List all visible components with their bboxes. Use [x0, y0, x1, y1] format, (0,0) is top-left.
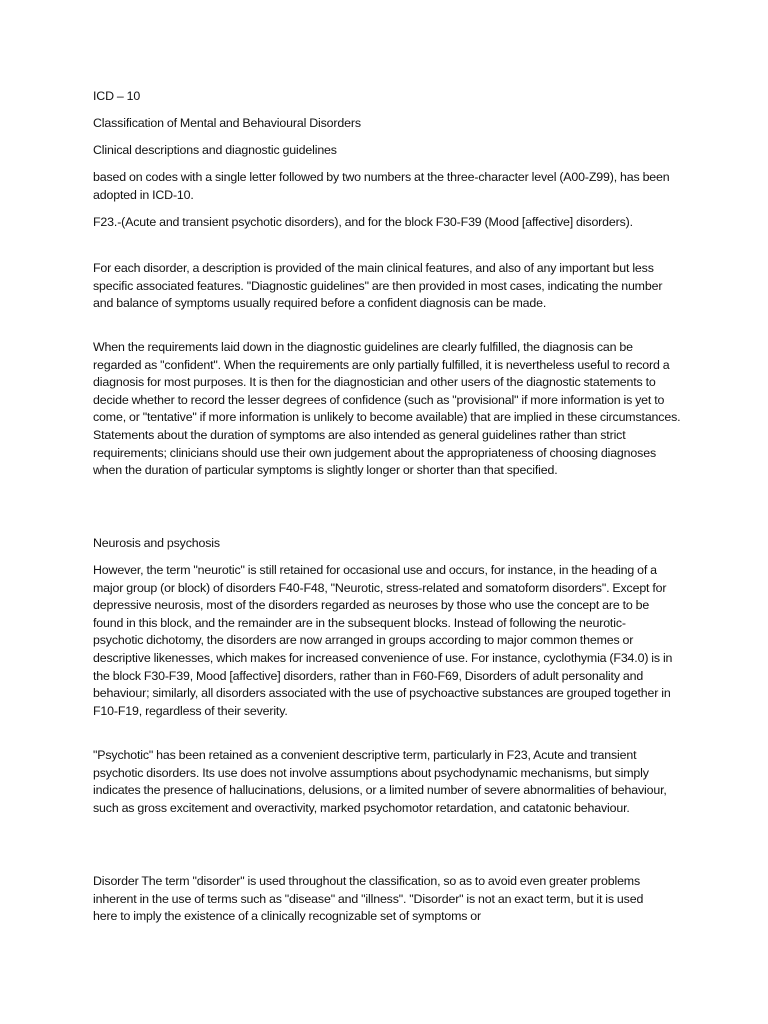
document-subtitle-secondary: Clinical descriptions and diagnostic guidelines: [93, 143, 337, 157]
section-heading-neurosis-psychosis: Neurosis and psychosis: [93, 536, 220, 550]
paragraph-f23-block: F23.-(Acute and transient psychotic disorders), and for the block F30-F39 (Mood [affective] disorders).: [93, 215, 633, 229]
paragraph-diagnostic-confidence: When the requirements laid down in the diagnostic guidelines are clearly fulfilled, the diagnosis can be regarded as "confident". When the requirements are only partially fulfilled, it is nevertheless useful to record a diagnosis for most purposes. It is then for the diagnostician and other users of the diagnostic statements to decide whether to record the lesser degrees of confidence (such as "provisional" if more information is yet to come, or "tentative" if more information is unlikely to become available) that are implied in these circumstances. Statements about the duration of symptoms are also intended as general guidelines rather than strict requirements; clinicians should use their own judgement about the appropriateness of choosing diagnoses when the duration of particular symptoms is slightly longer or shorter than that specified.: [93, 340, 681, 478]
paragraph-descriptions: For each disorder, a description is provided of the main clinical features, and also of any important but less specific associated features. "Diagnostic guidelines" are then provided in most cases, indicating the number and balance of symptoms usually required before a confident diagnosis can be made.: [93, 261, 663, 311]
paragraph-coding-scheme: based on codes with a single letter followed by two numbers at the three-character level (A00-Z99), has been adopted in ICD-10.: [93, 170, 670, 202]
document-subtitle: Classification of Mental and Behavioural Disorders: [93, 116, 361, 130]
paragraph-neurotic-term: However, the term "neurotic" is still retained for occasional use and occurs, for instance, in the heading of a major group (or block) of disorders F40-F48, "Neurotic, stress-related and somatoform disorders". Except for depressive neurosis, most of the disorders regarded as neuroses by those who use the concept are to be found in this block, and the remainder are in the subsequent blocks. Instead of following the neurotic-psychotic dichotomy, the disorders are now arranged in groups according to major common themes or descriptive likenesses, which makes for increased convenience of use. For instance, cyclothymia (F34.0) is in the block F30-F39, Mood [affective] disorders, rather than in F60-F69, Disorders of adult personality and behaviour; similarly, all disorders associated with the use of psychoactive substances are grouped together in F10-F19, regardless of their severity.: [93, 563, 673, 718]
paragraph-psychotic-term: "Psychotic" has been retained as a convenient descriptive term, particularly in F23, Acute and transient psychotic disorders. Its use does not involve assumptions about psychodynamic mechanisms, but simply indicates the presence of hallucinations, delusions, or a limited number of severe abnormalities of behaviour, such as gross excitement and overactivity, marked psychomotor retardation, and catatonic behaviour.: [93, 748, 667, 815]
paragraph-disorder-term: Disorder The term "disorder" is used throughout the classification, so as to avoid even greater problems inherent in the use of terms such as "disease" and "illness". "Disorder" is not an exact term, but it is used here to imply the existence of a clinically recognizable set of symptoms or: [93, 874, 644, 924]
document-title: ICD – 10: [93, 89, 141, 103]
